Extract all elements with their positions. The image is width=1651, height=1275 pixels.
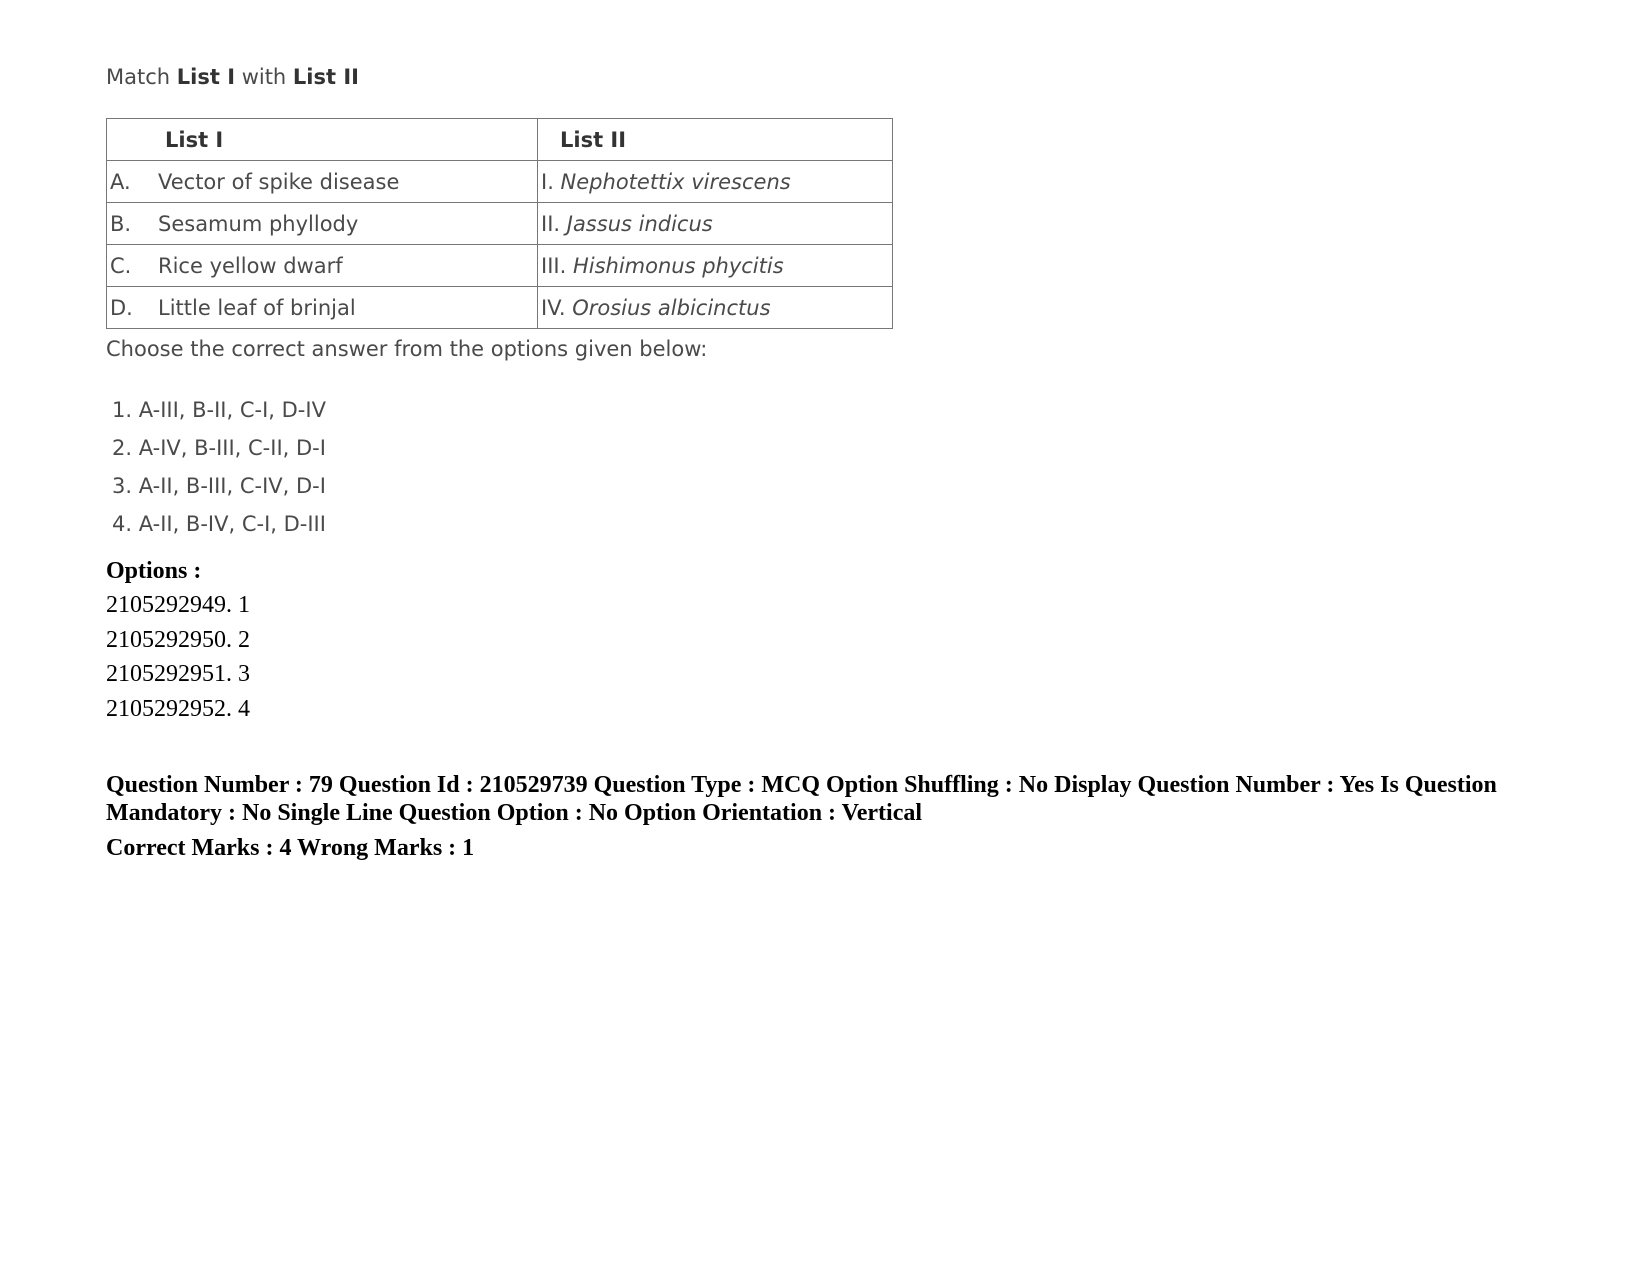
match-table [106, 118, 893, 329]
instruction-prefix: Match [106, 65, 177, 89]
row-item: Little leaf of brinjal [158, 295, 356, 320]
list1-cell [107, 203, 538, 245]
question-content [106, 60, 906, 543]
answer-choice-1: 1. A-III, B-II, C-I, D-IV [112, 398, 326, 422]
row-numeral: II. [541, 211, 567, 236]
list1-cell [107, 287, 538, 329]
row-item: Vector of spike disease [158, 169, 400, 194]
row-numeral: IV. [541, 295, 573, 320]
row-letter: D. [110, 295, 133, 320]
table-row [107, 161, 893, 203]
list2-cell [538, 203, 893, 245]
options-block [106, 554, 250, 726]
options-heading: Options : [106, 558, 202, 584]
row-species: Jassus indicus [566, 211, 713, 236]
question-details: Question Number : 79 Question Id : 210529739 Question Type : MCQ Option Shuffling : No Display Question Number : Yes Is Question Mandatory : No Single Line Question Option : No Option Orientation : Vertical [106, 772, 1497, 826]
choose-instruction: Choose the correct answer from the options given below: [106, 337, 708, 361]
match-instruction [106, 60, 906, 94]
option-item: 2105292951. 3 [106, 661, 250, 687]
option-item: 2105292950. 2 [106, 626, 250, 653]
list1-cell [107, 161, 538, 203]
row-letter: C. [110, 253, 132, 278]
list2-cell [538, 287, 893, 329]
header-list1: List I [107, 119, 538, 161]
answer-choice-4: 4. A-II, B-IV, C-I, D-III [112, 512, 326, 536]
answer-choice-2: 2. A-IV, B-III, C-II, D-I [112, 436, 326, 460]
table-row [107, 287, 893, 329]
table-row [107, 203, 893, 245]
row-letter: B. [110, 211, 132, 236]
row-letter: A. [110, 169, 131, 194]
option-item: 2105292949. 1 [106, 592, 250, 618]
row-item: Sesamum phyllody [158, 211, 359, 236]
list2-cell [538, 161, 893, 203]
instruction-list1: List I [176, 65, 236, 89]
row-numeral: III. [541, 253, 573, 278]
row-species: Hishimonus phycitis [572, 253, 784, 278]
table-header-row [107, 119, 893, 161]
row-numeral: I. [541, 169, 561, 194]
row-item: Rice yellow dwarf [158, 253, 343, 278]
row-species: Nephotettix virescens [560, 169, 791, 194]
header-list2: List II [538, 119, 893, 161]
row-species: Orosius albicinctus [572, 295, 771, 320]
answer-choice-3: 3. A-II, B-III, C-IV, D-I [112, 474, 326, 498]
list2-cell [538, 245, 893, 287]
option-item: 2105292952. 4 [106, 695, 250, 722]
question-marks: Correct Marks : 4 Wrong Marks : 1 [106, 835, 475, 861]
question-metadata [106, 771, 1566, 862]
instruction-list2: List II [292, 65, 359, 89]
list1-cell [107, 245, 538, 287]
table-row [107, 245, 893, 287]
instruction-middle: with [235, 65, 293, 89]
answer-list [106, 391, 906, 543]
